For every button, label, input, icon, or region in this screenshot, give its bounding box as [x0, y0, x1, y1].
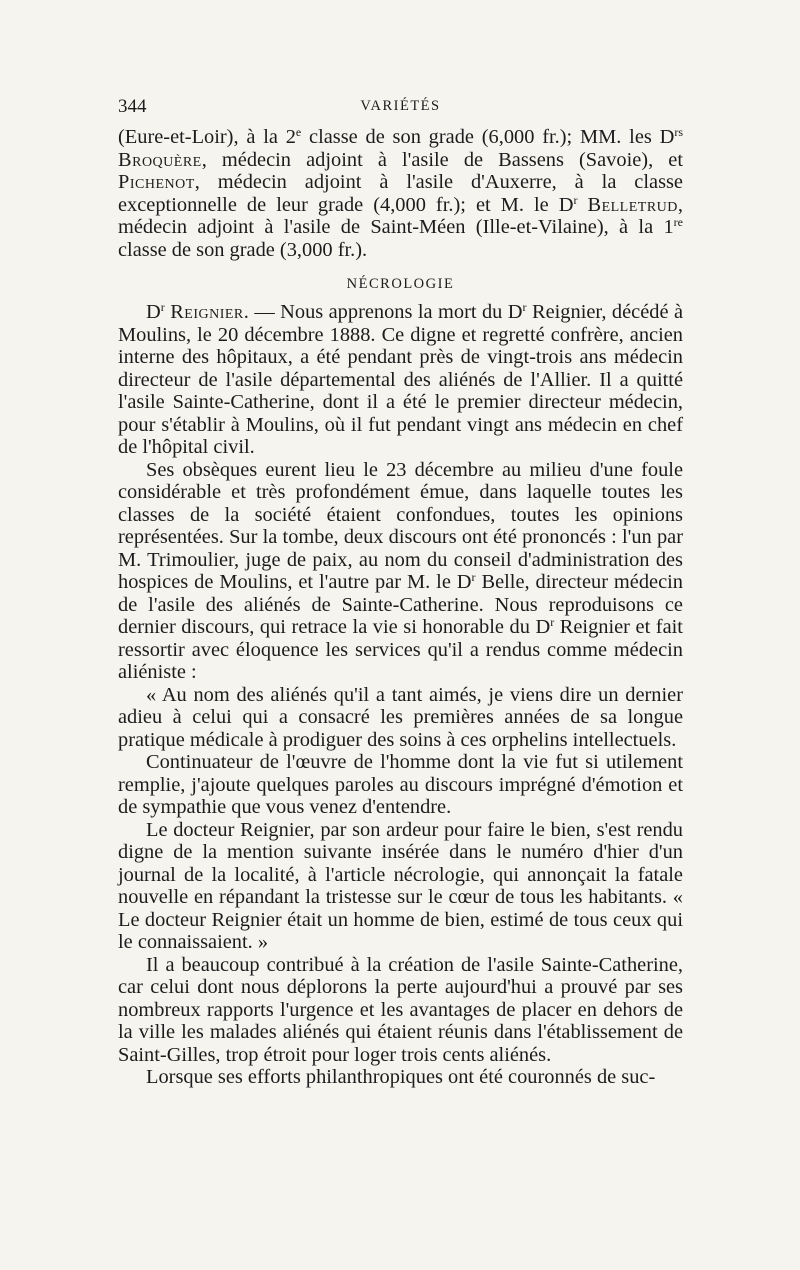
page-number: 344: [118, 96, 147, 117]
paragraph-speech-newspaper: Le docteur Reignier, par son ardeur pour faire le bien, s'est rendu digne de la mention suivante insérée dans le numéro d'hier d'un journal de la localité, à l'article nécrologie, qui annonçait la fatale nouvelle en répandant la tristesse sur le cœur de tous les habitants. « Le docteur Reignier était un homme de bien, estimé de tous ceux qui le connaissaient. »: [118, 818, 683, 953]
name-reignier: Reignier: [170, 301, 244, 323]
paragraph-funeral: Ses obsèques eurent lieu le 23 décembre au milieu d'une foule considérable et très profondément émue, dans laquelle toutes les classes de la société étaient confondues, toutes les opinions représentées. Sur la tombe, deux discours ont été prononcés : l'un par M. Trimoulier, juge de paix, au nom du conseil d'administration des hospices de Moulins, et l'autre par M. le $D^r$ Belle, directeur médecin de l'asile des aliénés de Sainte-Catherine. Nous reproduisons ce dernier discours, qui retrace la vie si honorable du $D^r$ Reignier et fait ressortir avec éloquence les services qu'il a rendus comme médecin aliéniste :: [118, 458, 683, 683]
paragraph-promotions: (Eure-et-Loir), à la 2e classe de son grade (6,000 fr.); MM. les $D^{rs}$ Broquère, médecin adjoint à l'asile de Bassens (Savoie), et Pichenot, médecin adjoint à l'asile d'Auxerre, à la classe exceptionnelle de leur grade (4,000 fr.); et M. le $D^r$ Belletrud, médecin adjoint à l'asile de Saint-Méen (Ille-et-Vilaine), à la 1re classe de son grade (3,000 fr.).: [118, 125, 683, 261]
body-text: [118, 126, 683, 1089]
paragraph-speech-efforts: Lorsque ses efforts philanthropiques ont été couronnés de suc-: [146, 1066, 656, 1088]
section-title: NÉCROLOGIE: [346, 276, 455, 292]
paragraph-obituary-intro: $D^r$ Reignier. — Nous apprenons la mort du $D^r$ Reignier, décédé à Moulins, le 20 décembre 1888. Ce digne et regretté confrère, ancien interne des hôpitaux, a été pendant près de vingt-trois ans médecin directeur de l'asile départemental des aliénés de l'Allier. Il a quitté l'asile Sainte-Catherine, dont il a été le premier directeur médecin, pour s'établir à Moulins, où il fut pendant vingt ans médecin en chef de l'hôpital civil.: [118, 300, 683, 458]
name-pichenot: Pichenot: [118, 171, 195, 193]
name-belletrud: Belletrud: [587, 193, 678, 216]
paragraph-speech-opening: « Au nom des aliénés qu'il a tant aimés, je viens dire un dernier adieu à celui qui a consacré les premières années de sa longue pratique médicale à prodiguer des soins à ces orphelins intellectuels.: [118, 683, 683, 751]
running-head: [118, 96, 683, 122]
paragraph-speech-asylum: Il a beaucoup contribué à la création de l'asile Sainte-Catherine, car celui dont nous déplorons la perte aujourd'hui a prouvé par ses nombreux rapports l'urgence et les avantages de placer en dehors de la ville les malades aliénés qui étaient réunis dans l'établissement de Saint-Gilles, trop étroit pour loger trois cents aliénés.: [118, 953, 683, 1066]
name-broquere: Broquère: [118, 148, 202, 171]
running-title: VARIÉTÉS: [360, 98, 441, 114]
paragraph-speech-continuation: Continuateur de l'œuvre de l'homme dont la vie fut si utilement remplie, j'ajoute quelques paroles au discours imprégné d'émotion et de sympathie que vous venez d'entendre.: [118, 751, 683, 818]
